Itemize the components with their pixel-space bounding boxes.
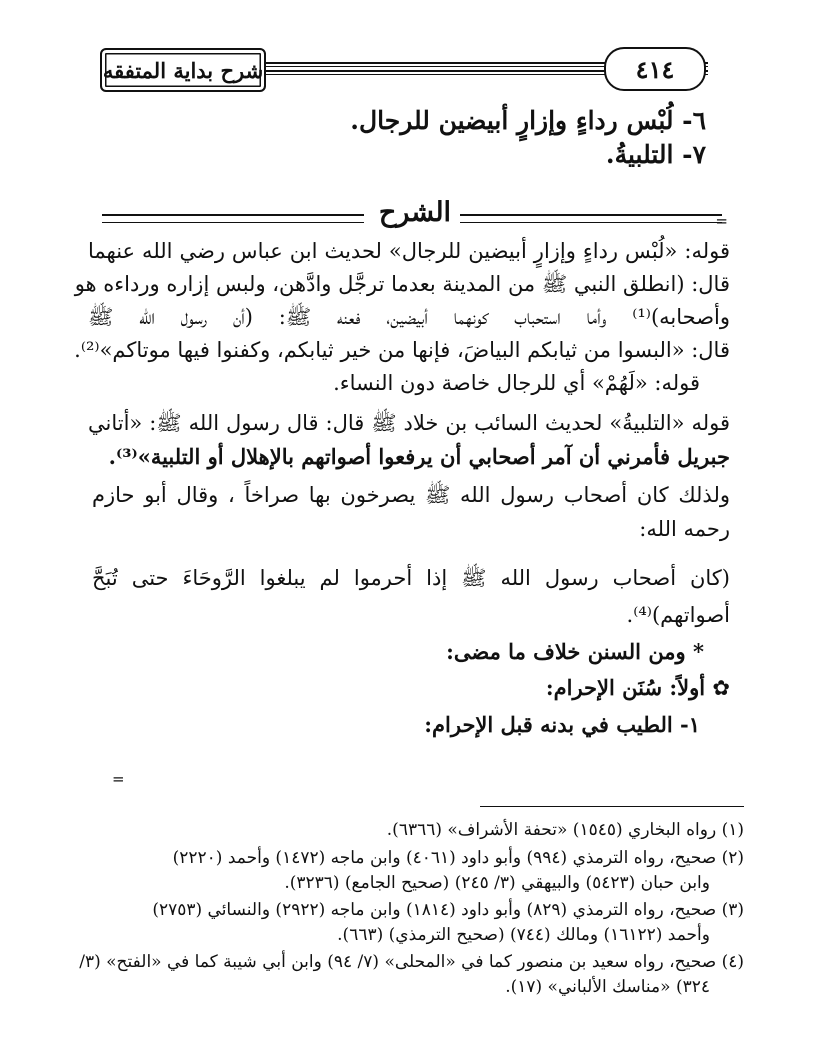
body-line: (كان أصحاب رسول الله ﷺ إذا أحرموا لم يبلغوا الرَّوحَاءَ حتى تُبَحَّ bbox=[92, 566, 730, 590]
body-line: قال: (انطلق النبي ﷺ من المدينة بعدما ترجَّل وادَّهن، ولبس إزاره ورداءه هو bbox=[74, 272, 730, 296]
body-line: وأصحابه)⁽¹⁾ وأما استحباب كونهما أبيضين، فعنه ﷺ: (أن رسول الله ﷺ bbox=[88, 305, 730, 329]
body-line: قوله: «لَهُمْ» أي للرجال خاصة دون النساء. bbox=[333, 371, 700, 395]
flower-ornament-icon: ✿ bbox=[712, 676, 730, 700]
footnote: وابن حبان (٥٤٢٣) والبيهقي (٣/ ٢٤٥) (صحيح الجامع) (٣٢٣٦). bbox=[284, 873, 710, 893]
body-line: جبريل فأمرني أن آمر أصحابي أن يرفعوا أصواتهم بالإهلال أو التلبية»⁽³⁾. bbox=[108, 444, 730, 469]
list-item-7: ٧- التلبيةُ. bbox=[605, 140, 706, 169]
equals-mark: = bbox=[715, 212, 728, 230]
body-line: رحمه الله: bbox=[639, 517, 730, 541]
footnote: وأحمد (١٦١٢٢) ومالك (٧٤٤) (صحيح الترمذي) (٦٦٣). bbox=[337, 925, 710, 945]
body-line: قال: «البسوا من ثيابكم البياضَ، فإنها من خير ثيابكم، وكفنوا فيها موتاكم»⁽²⁾. bbox=[74, 338, 730, 362]
footnote: ٣٢٤) «مناسك الألباني» (١٧). bbox=[505, 977, 710, 997]
list-item-6: ٦- لُبْس رداءٍ وإزارٍ أبيضين للرجال. bbox=[350, 106, 706, 135]
footnote: (٢) صحيح، رواه الترمذي (٩٩٤) وأبو داود (٤٠٦١) وابن ماجه (١٤٧٢) وأحمد (٢٢٢٠) bbox=[172, 848, 744, 868]
page-number: ٤١٤ bbox=[604, 47, 706, 91]
footnote: (٣) صحيح، رواه الترمذي (٨٢٩) وأبو داود (١٨١٤) وابن ماجه (٢٩٢٢) والنسائي (٢٧٥٣) bbox=[152, 900, 744, 920]
body-line: ١- الطيب في بدنه قبل الإحرام: bbox=[424, 712, 700, 737]
body-line: قوله «التلبيةُ» لحديث السائب بن خلاد ﷺ قال: قال رسول الله ﷺ: «أتاني bbox=[88, 411, 730, 435]
book-title: شرح بداية المتفقه bbox=[100, 48, 266, 92]
section-rule-left bbox=[102, 214, 364, 223]
body-line: قوله: «لُبْس رداءٍ وإزارٍ أبيضين للرجال» لحديث ابن عباس رضي الله عنهما bbox=[88, 239, 730, 263]
body-line bbox=[88, 673, 730, 703]
footnote: (١) رواه البخاري (١٥٤٥) «تحفة الأشراف» (٦٣٦٦). bbox=[386, 820, 744, 840]
subheading: أولاً: سُنَن الإحرام: bbox=[545, 675, 706, 700]
section-title: الشرح bbox=[378, 197, 452, 228]
footnote-rule bbox=[480, 806, 744, 807]
body-line: * ومن السنن خلاف ما مضى: bbox=[446, 639, 704, 664]
equals-mark: = bbox=[112, 770, 125, 788]
footnote: (٤) صحيح، رواه سعيد بن منصور كما في «المحلى» (٧/ ٩٤) وابن أبي شيبة كما في «الفتح» (٣/ bbox=[79, 952, 744, 972]
body-line: ولذلك كان أصحاب رسول الله ﷺ يصرخون بها صراخاً ، وقال أبو حازم bbox=[92, 483, 730, 507]
body-line: أصواتهم)⁽⁴⁾. bbox=[626, 603, 730, 627]
section-rule-right bbox=[460, 214, 722, 223]
